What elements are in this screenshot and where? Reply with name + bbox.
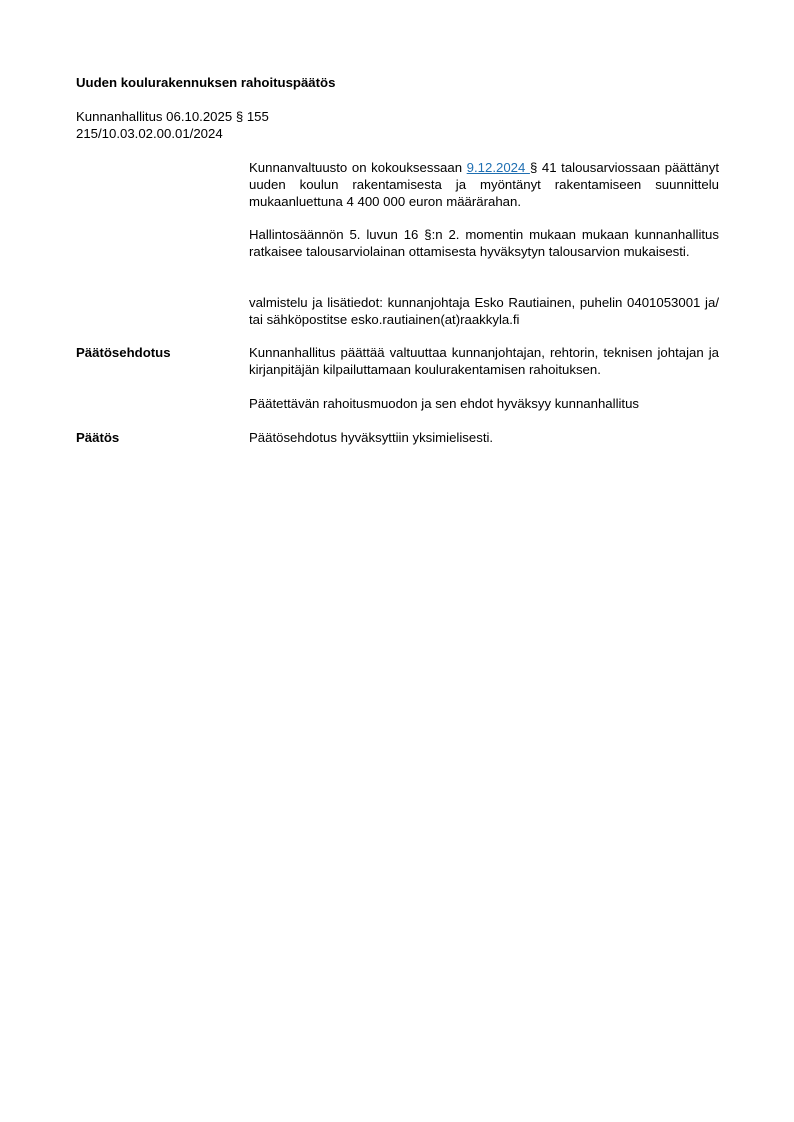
- proposal-label: Päätösehdotus: [76, 345, 171, 360]
- paragraph-text-start: Kunnanvaltuusto on kokouksessaan: [249, 160, 467, 175]
- council-meeting-date-link[interactable]: 9.12.2024: [466, 160, 530, 175]
- record-id: 215/10.03.02.00.01/2024: [76, 126, 223, 141]
- document-title: Uuden koulurakennuksen rahoituspäätös: [76, 75, 336, 90]
- meeting-line: Kunnanhallitus 06.10.2025 § 155: [76, 109, 269, 124]
- background-paragraph: [249, 159, 719, 210]
- decision-text: Päätösehdotus hyväksyttiin yksimielisesti.: [249, 430, 494, 445]
- proposal-text-secondary: Päätettävän rahoitusmuodon ja sen ehdot hyväksyy kunnanhallitus: [249, 396, 640, 411]
- paragraph-text-end: § 41 talousarviossaan päättänyt uuden koulun rakentamisesta ja myöntänyt rakentamiseen suunnittelu mukaanluettuna 4 400 000 euron määrärahan.: [249, 160, 719, 209]
- regulation-paragraph: Hallintosäännön 5. luvun 16 §:n 2. momentin mukaan mukaan kunnanhallitus ratkaisee talousarviolainan ottamisesta hyväksytyn talousarvion mukaisesti.: [249, 227, 719, 259]
- proposal-text: Kunnanhallitus päättää valtuuttaa kunnanjohtajan, rehtorin, teknisen johtajan ja kirjanpitäjän kilpailuttamaan koulurakentamisen rahoituksen.: [249, 345, 719, 377]
- decision-label: Päätös: [76, 430, 120, 445]
- contact-paragraph: valmistelu ja lisätiedot: kunnanjohtaja Esko Rautiainen, puhelin 0401053001 ja/ tai sähköpostitse esko.rautiainen(at)raakkyla.fi: [249, 295, 719, 327]
